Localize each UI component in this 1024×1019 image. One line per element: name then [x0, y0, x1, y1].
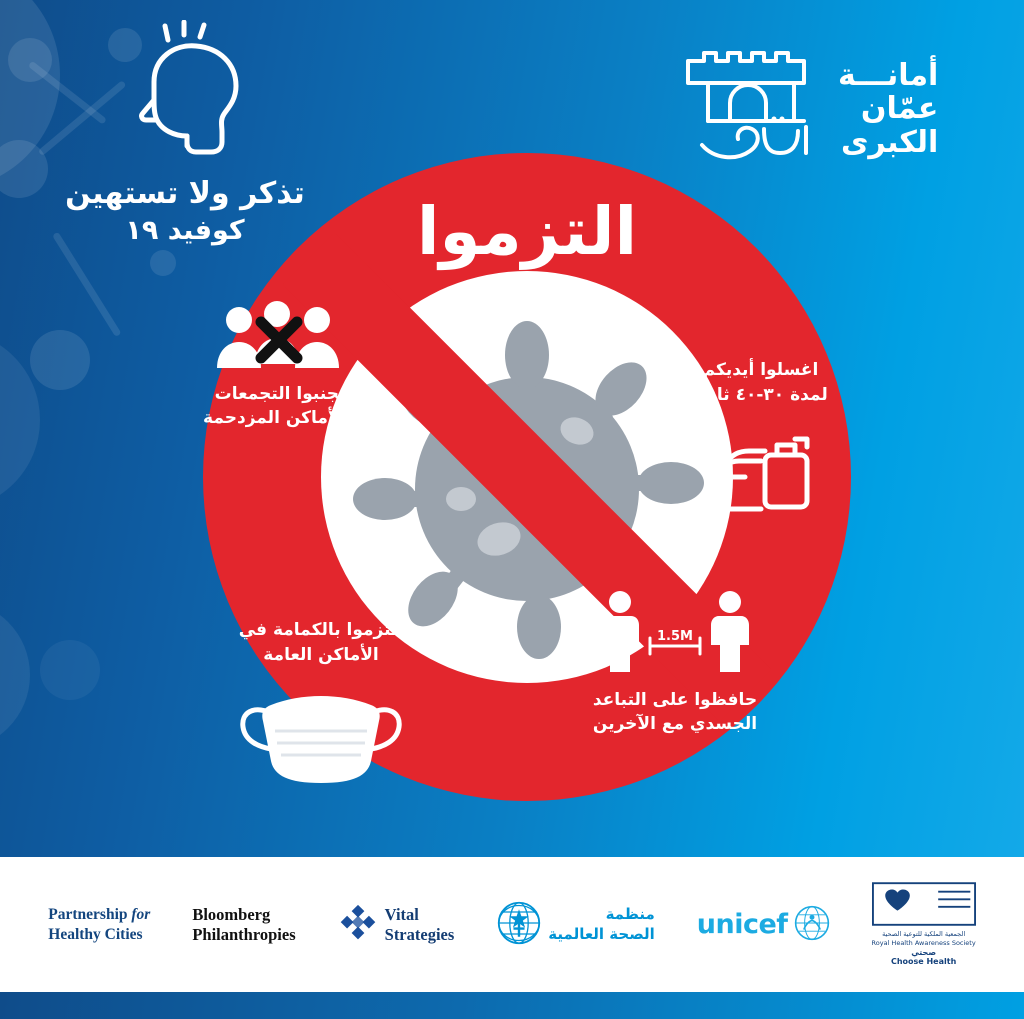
tip-wear-mask [216, 618, 426, 797]
header-subtitle: كوفيد ١٩ [125, 215, 245, 246]
distance-label: 1.5M [657, 629, 693, 644]
head-thinking-icon [110, 20, 260, 170]
gam-logo-words [838, 59, 938, 160]
vital-line1: Vital [384, 904, 419, 924]
who-emblem-icon [496, 900, 542, 950]
tip-avoid-gatherings-line2: والأماكن المزدحمة [203, 408, 357, 429]
rhas-line2: Royal Health Awareness Society [871, 938, 976, 947]
who-line2: الصحة العالمية [548, 924, 655, 943]
phc-emph: for [131, 906, 151, 924]
tip-avoid-gatherings [185, 298, 375, 431]
tip-physical-distancing [560, 588, 790, 737]
unicef-wordmark: unicef [696, 909, 788, 940]
partner-logo-royal-health-awareness-society [872, 882, 976, 967]
group-of-people-crossed-icon [185, 298, 375, 382]
bloomberg-line1: Bloomberg [192, 904, 271, 924]
partner-logo-vital-strategies [338, 903, 455, 947]
tip-physical-distancing-line2: الجسدي مع الآخرين [592, 714, 758, 735]
tip-wash-hands-line2: لمدة ٣٠-٤٠ ثانية [693, 384, 828, 405]
hand-washing-soap-icon [668, 417, 853, 525]
tip-wash-hands [668, 358, 853, 525]
tip-wash-hands-line1: اغسلوا أيديكم [702, 360, 819, 380]
gam-logo-line2: عمّان [860, 91, 939, 127]
sign-title: التزموا [416, 193, 638, 270]
tip-wear-mask-line1: التزموا بالكمامة في [238, 620, 404, 640]
rhas-line1: الجمعية الملكية للتوعية الصحية [882, 930, 966, 939]
bloomberg-line2: Philanthropies [192, 924, 296, 944]
rhas-line4: Choose Health [890, 957, 957, 967]
partner-logo-bloomberg-philanthropies [192, 905, 295, 945]
tip-wear-mask-line2: الأماكن العامة [263, 644, 379, 665]
unicef-emblem-icon [794, 905, 830, 945]
tip-physical-distancing-line1: حافظوا على التباعد [592, 689, 758, 710]
phc-line1: Partnership [48, 906, 128, 924]
gam-logo-line3: الكبرى [840, 124, 939, 160]
rhas-line3: صحتي [911, 947, 937, 957]
rhas-heart-icon [872, 882, 976, 930]
face-mask-icon [216, 679, 426, 797]
two-people-distance-icon [560, 588, 790, 680]
phc-line2: Healthy Cities [48, 925, 143, 943]
gam-logo-line1: أمانـــة [838, 57, 939, 93]
who-line1: منظمة [605, 905, 655, 923]
vital-strategies-icon [338, 903, 378, 947]
footer-bottom-bar [0, 992, 1024, 1019]
header-title: تذكر ولا تستهين [65, 176, 305, 211]
partner-logo-world-health-organization [496, 900, 654, 950]
tip-avoid-gatherings-line1: تجنبوا التجمعات [214, 383, 346, 404]
vital-line2: Strategies [384, 924, 455, 944]
partner-logo-partnership-for-healthy-cities [48, 905, 150, 944]
partner-logo-unicef [697, 905, 830, 945]
partner-logos-footer [0, 857, 1024, 992]
